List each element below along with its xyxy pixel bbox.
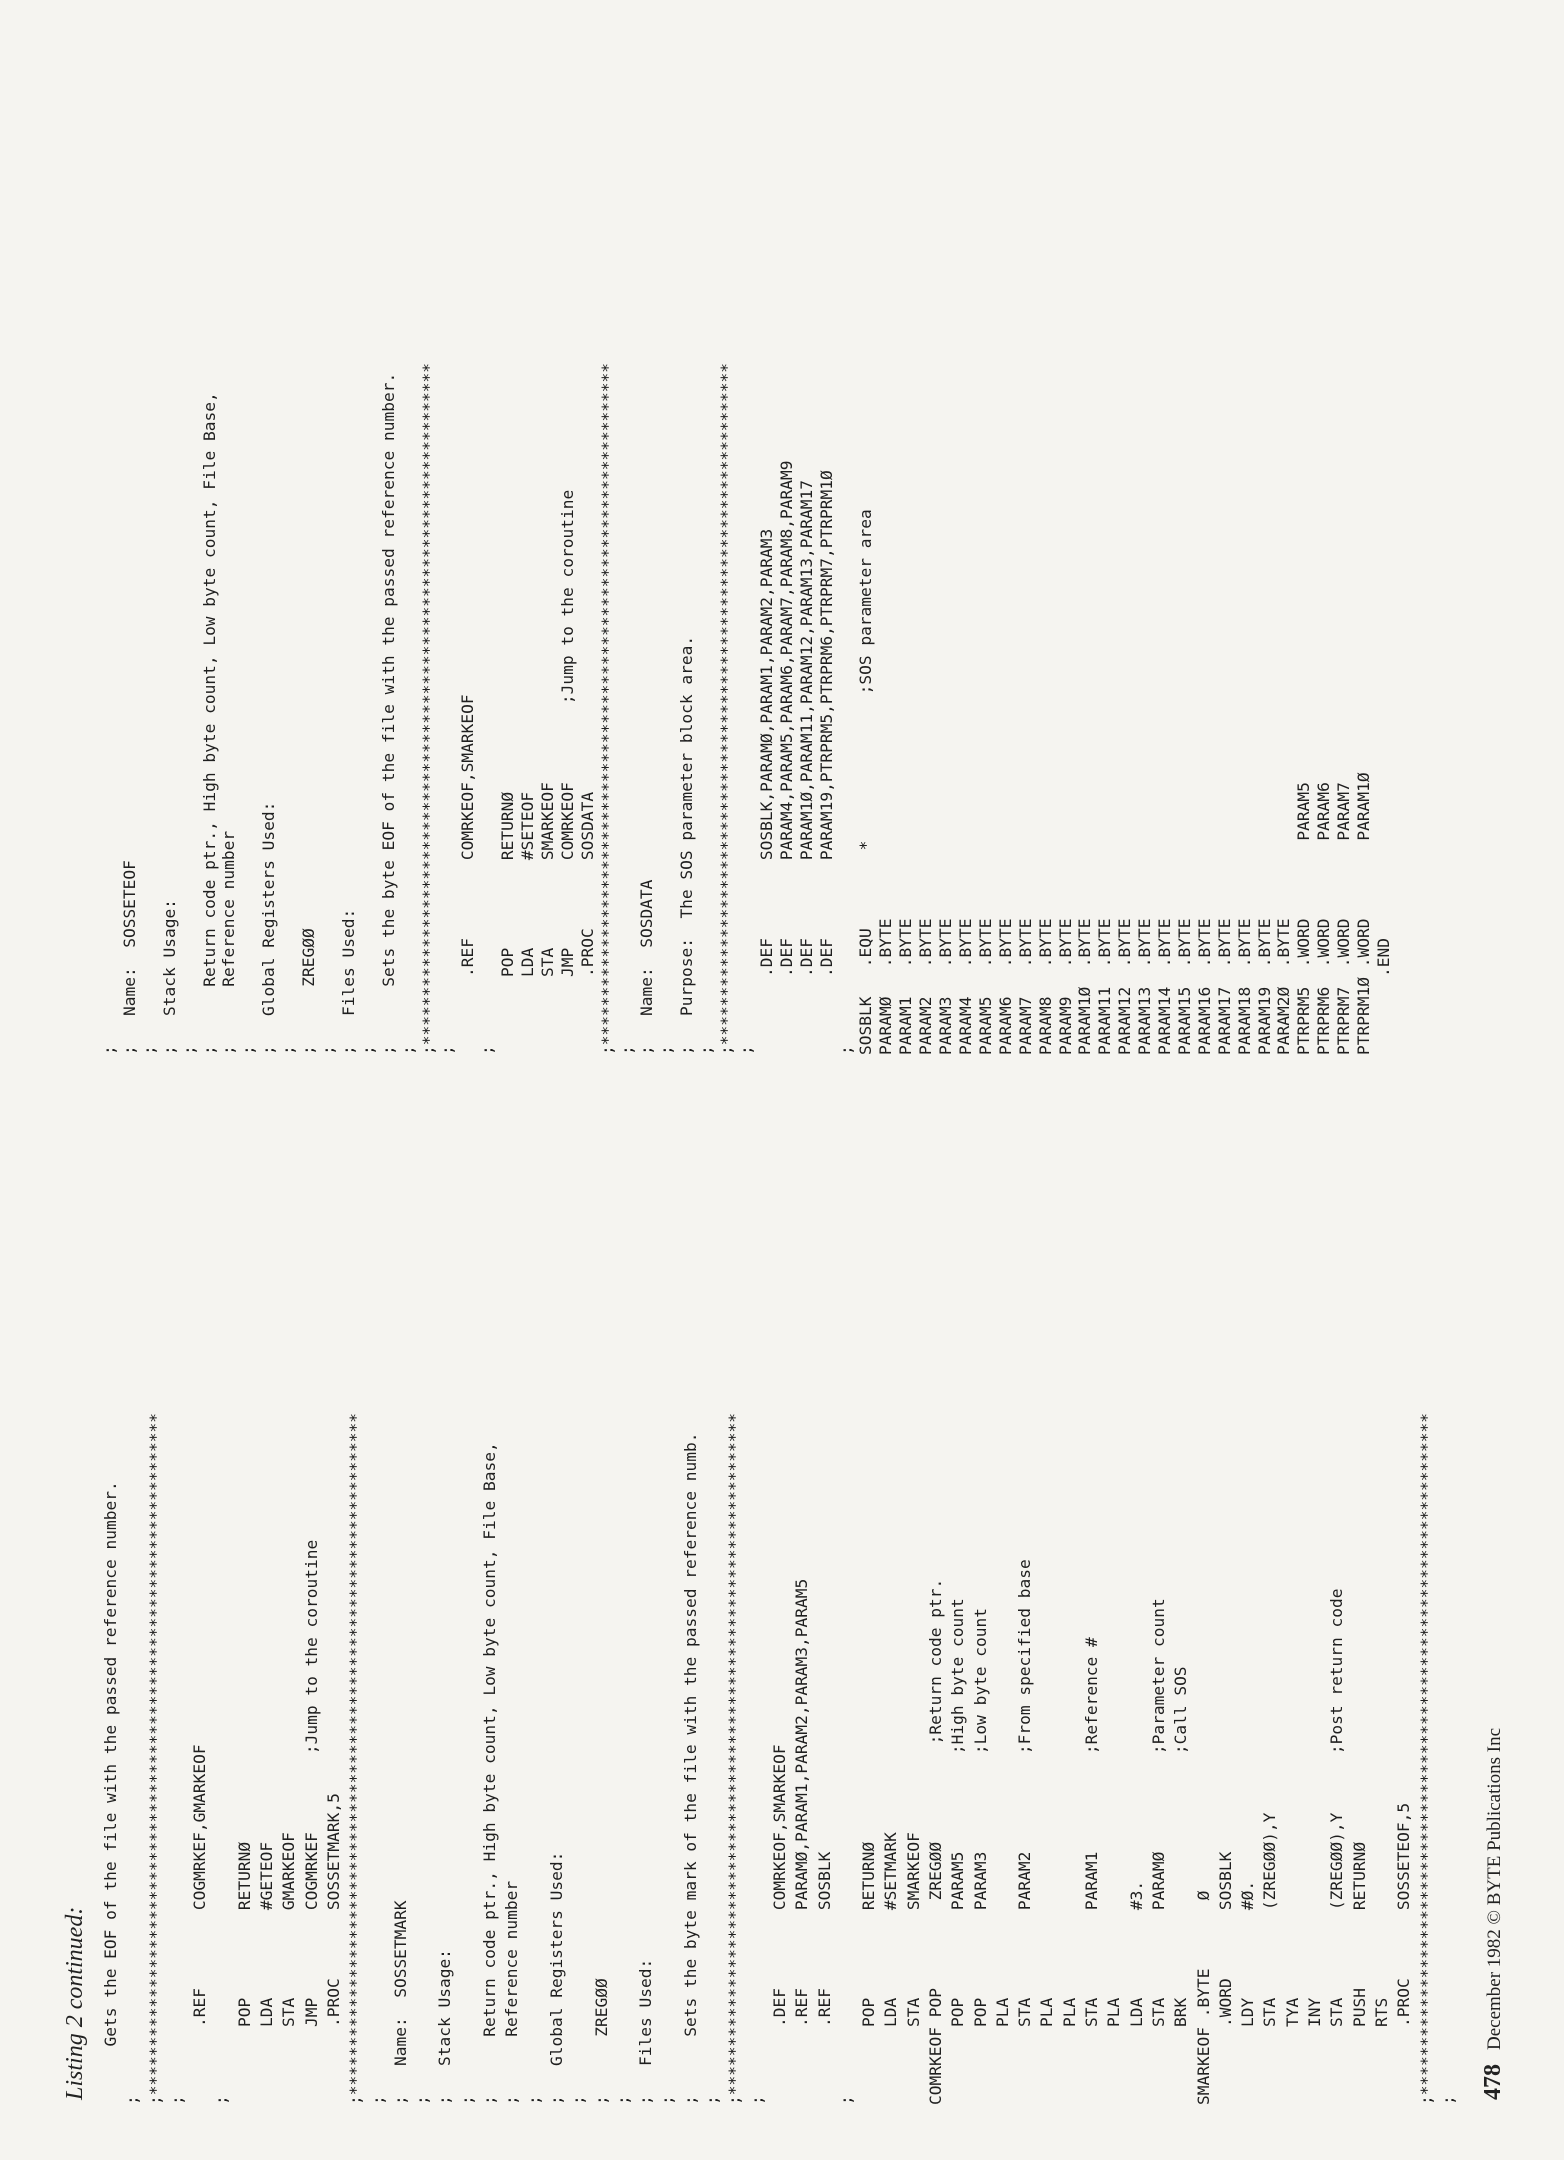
listing-left: Gets the EOF of the file with the passed reference number. ; ;********************************************************************** ; .REF COGMRKEF,GMARKEOF ; POP RETURNØ LDA #GETEOF STA GMARKEOF JMP COGMRKEF ;Jump to the coroutine .PROC SOSSETMARK,5 ;********************************************************************** ; ; Name: SOSSETMARK ; ; Stack Usage: ; ; Return code ptr., High byte count, Low byte count, File Base, ; Reference number ; ; Global Registers Used: ; ; ZREGØØ ; ; Files Used: ; ; Sets the byte mark of the file with the passed reference numb. ; ;********************************************************************** ; .DEF COMRKEOF,SMARKEOF .REF PARAMØ,PARAM1,PARAM2,PARAM3,PARAM5 .REF SOSBLK ; POP RETURNØ LDA #SETMARK STA SMARKEOF COMRKEOF POP ZREGØØ ;Return code ptr. POP PARAM5 ;High byte count POP PARAM3 ;Low byte count PLA STA PARAM2 ;From specified base PLA PLA STA PARAM1 ;Reference # PLA LDA #3. STA PARAMØ ;Parameter count BRK ;Call SOS SMARKEOF .BYTE Ø .WORD SOSBLK LDY #Ø. STA (ZREGØØ),Y TYA INY STA (ZREGØØ),Y ;Post return code PUSH RETURNØ RTS .PROC SOSSETEOF,5 ;********************************************************************** ;: [101, 1413, 1458, 2105]
listing-right: ; ; Name: SOSSETEOF ; ; Stack Usage: ; ; Return code ptr., High byte count, Low byte count, File Base, ; Reference number ; ; Global Registers Used: ; ; ZREGØØ ; ; Files Used: ; ; Sets the byte EOF of the file with the passed reference number. ; ;********************************************************************** ; .REF COMRKEOF,SMARKEOF ; POP RETURNØ LDA #SETEOF STA SMARKEOF JMP COMRKEOF ;Jump to the coroutine .PROC SOSDATA ;********************************************************************** ; ; Name: SOSDATA ; ; Purpose: The SOS parameter block area. ; ;********************************************************************** ; .DEF SOSBLK,PARAMØ,PARAM1,PARAM2,PARAM3 .DEF PARAM4,PARAM5,PARAM6,PARAM7,PARAM8,PARAM9 .DEF PARAM1Ø,PARAM11,PARAM12,PARAM13,PARAM17 .DEF PARAM19,PTRPRM5,PTRPRM6,PTRPRM7,PTRPRM1Ø ; SOSBLK .EQU * ;SOS parameter area PARAMØ .BYTE PARAM1 .BYTE PARAM2 .BYTE PARAM3 .BYTE PARAM4 .BYTE PARAM5 .BYTE PARAM6 .BYTE PARAM7 .BYTE PARAM8 .BYTE PARAM9 .BYTE PARAM1Ø .BYTE PARAM11 .BYTE PARAM12 .BYTE PARAM13 .BYTE PARAM14 .BYTE PARAM15 .BYTE PARAM16 .BYTE PARAM17 .BYTE PARAM18 .BYTE PARAM19 .BYTE PARAM2Ø .BYTE PTRPRM5 .WORD PARAM5 PTRPRM6 .WORD PARAM6 PTRPRM7 .WORD PARAM7 PTRPRM1Ø .WORD PARAM1Ø .END: [100, 363, 1393, 1055]
publication-line: December 1982 © BYTE Publications Inc: [1484, 1727, 1505, 2050]
listing-caption: Listing 2 continued:: [62, 1906, 88, 2100]
right-column: [100, 25, 1394, 1055]
page-footer: [1480, 1728, 1507, 2100]
left-column: [100, 1075, 1460, 2105]
page-number: 478: [1480, 2064, 1506, 2100]
